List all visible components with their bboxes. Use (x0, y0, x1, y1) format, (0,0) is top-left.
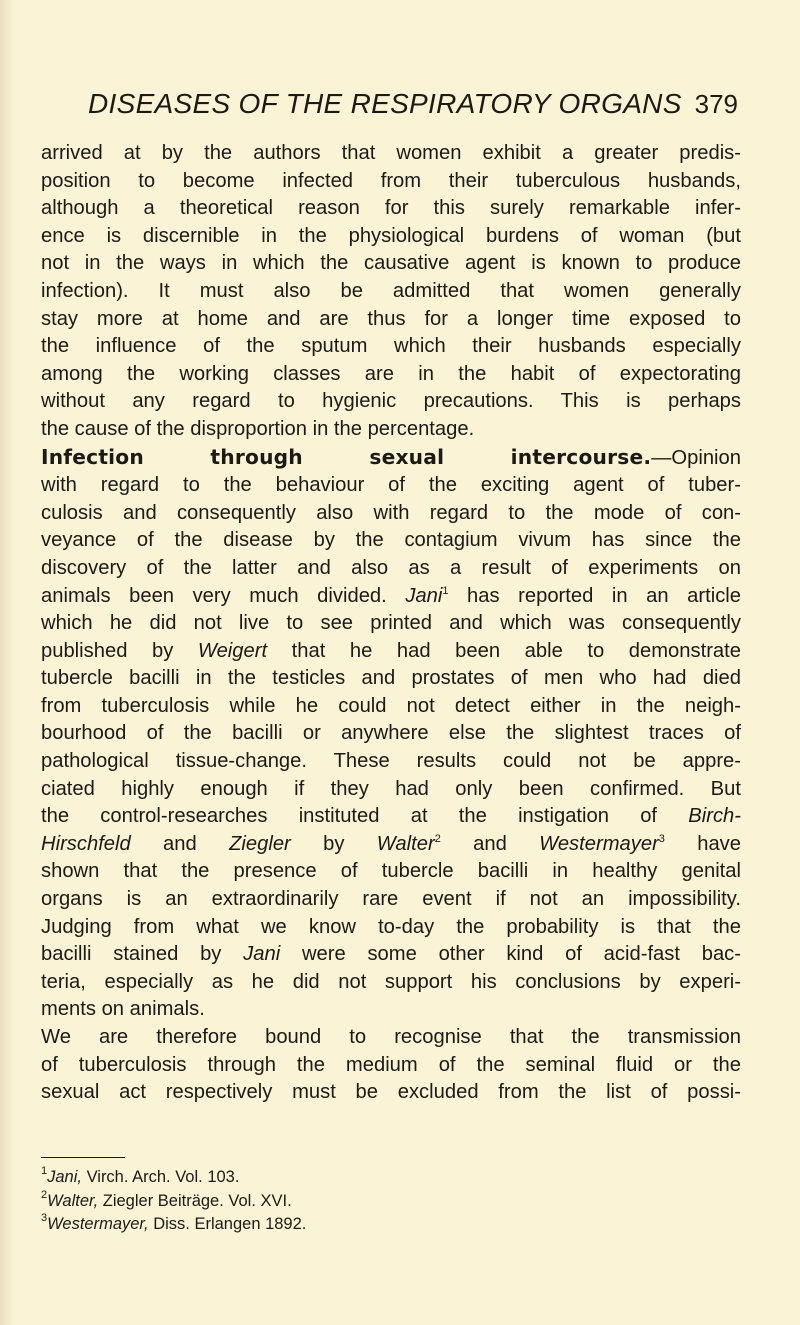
author-walter: Walter (376, 832, 435, 855)
footnote-ref-1: 1 (442, 584, 449, 597)
text-line: ments on animals. (41, 998, 205, 1021)
text-line-birch (41, 803, 741, 831)
footnote-mark: 1 (41, 1165, 48, 1177)
footnote-author: Jani, (47, 1168, 82, 1186)
text-line: the influence of the sputum which their husbands especially (41, 335, 741, 358)
footnote-3 (41, 1213, 561, 1237)
text-line: among the working classes are in the habit of expectorating (41, 362, 741, 385)
footnote-ref-3: 3 (658, 832, 665, 845)
author-birch: Birch- (688, 805, 741, 828)
text-line: although a theoretical reason for this surely remarkable infer- (41, 197, 741, 220)
text-line: culosis and consequently also with regard to the mode of con- (41, 501, 741, 524)
author-jani-2: Jani (243, 943, 281, 966)
text-line: sexual act respectively must be excluded from the list of possi- (41, 1081, 741, 1104)
running-header-title: DISEASES OF THE RESPIRATORY ORGANS (88, 88, 682, 119)
footnote-mark: 3 (41, 1212, 48, 1224)
text-line: ence is discernible in the physiological burdens of woman (but (41, 224, 741, 247)
text-line-jani (41, 583, 741, 611)
author-weigert: Weigert (197, 639, 268, 662)
text-segment: published by (41, 639, 198, 662)
text-line: veyance of the disease by the contagium vivum has since the (41, 529, 741, 552)
text-line: bourhood of the bacilli or anywhere else the slightest traces of (41, 722, 741, 745)
text-line: without any regard to hygienic precautions. This is perhaps (41, 390, 741, 413)
text-segment: bacilli stained by (41, 943, 244, 966)
text-segment: animals been very much divided. (41, 584, 387, 607)
author-jani: Jani (405, 584, 443, 607)
body-text (41, 140, 741, 1107)
text-segment: were some other kind of acid-fast bac- (280, 943, 741, 966)
text-line: of tuberculosis through the medium of the seminal fluid or the (41, 1053, 741, 1076)
footnote-2 (41, 1190, 561, 1214)
text-line: tubercle bacilli in the testicles and prostates of men who had died (41, 667, 741, 690)
text-line: Judging from what we know to-day the probability is that the (41, 915, 741, 938)
footnote-text: Ziegler Beiträge. Vol. XVI. (98, 1191, 292, 1210)
text-line-hirschfeld (41, 831, 741, 859)
footnote-mark: 2 (41, 1188, 48, 1201)
text-line-weigert (41, 638, 741, 666)
section-heading: Infection through sexual intercourse. (41, 444, 652, 469)
text-line: discovery of the latter and also as a result of experiments on (41, 556, 741, 579)
text-segment: have (664, 832, 742, 855)
text-line: the cause of the disproportion in the percentage. (41, 417, 475, 440)
page-number: 379 (694, 89, 738, 119)
section-heading-line (41, 444, 741, 473)
author-westermayer: Westermayer (539, 832, 659, 855)
text-line: ciated highly enough if they had only been confirmed. But (41, 777, 741, 800)
author-ziegler: Ziegler (229, 832, 291, 855)
text-line: arrived at by the authors that women exhibit a greater predis- (41, 142, 741, 164)
text-line: stay more at home and are thus for a longer time exposed to (41, 307, 741, 330)
text-segment: by (290, 832, 377, 855)
text-segment: and (440, 832, 540, 855)
text-line: infection). It must also be admitted that women generally (41, 279, 741, 302)
author-hirschfeld: Hirschfeld (41, 832, 131, 855)
footnotes (41, 1166, 561, 1237)
text-line: position to become infected from their tuberculous husbands, (41, 169, 741, 192)
text-line: teria, especially as he did not support his conclusions by experi- (41, 970, 741, 993)
page-gutter-shadow (0, 0, 14, 1325)
footnote-author: Westermayer, (47, 1215, 149, 1233)
text-line: which he did not live to see printed and which was consequently (41, 612, 741, 635)
running-header (88, 88, 738, 128)
footnote-divider (41, 1157, 125, 1158)
footnote-text: Virch. Arch. Vol. 103. (81, 1168, 240, 1186)
paragraph-2-line: We are therefore bound to recognise that the transmission (41, 1026, 741, 1048)
footnote-author: Walter, (47, 1191, 99, 1210)
footnote-text: Diss. Erlangen 1892. (148, 1215, 307, 1233)
text-segment: and (130, 832, 230, 855)
text-line: pathological tissue-change. These results could not be appre- (41, 750, 741, 773)
text-segment: has reported in an article (448, 584, 742, 607)
text-segment: the control-researches instituted at the instigation of (41, 805, 658, 828)
text-line-stained (41, 941, 741, 969)
footnote-1 (41, 1166, 561, 1190)
section-heading-continuation: —Opinion (651, 446, 741, 469)
text-line: not in the ways in which the causative agent is known to produce (41, 252, 741, 275)
text-segment: that he had been able to demonstrate (267, 639, 741, 662)
text-line: from tuberculosis while he could not detect either in the neigh- (41, 694, 741, 717)
text-line: shown that the presence of tubercle bacilli in healthy genital (41, 860, 741, 883)
text-line: with regard to the behaviour of the exciting agent of tuber- (41, 474, 741, 497)
footnote-ref-2: 2 (434, 832, 441, 845)
text-line: organs is an extraordinarily rare event if not an impossibility. (41, 888, 741, 911)
